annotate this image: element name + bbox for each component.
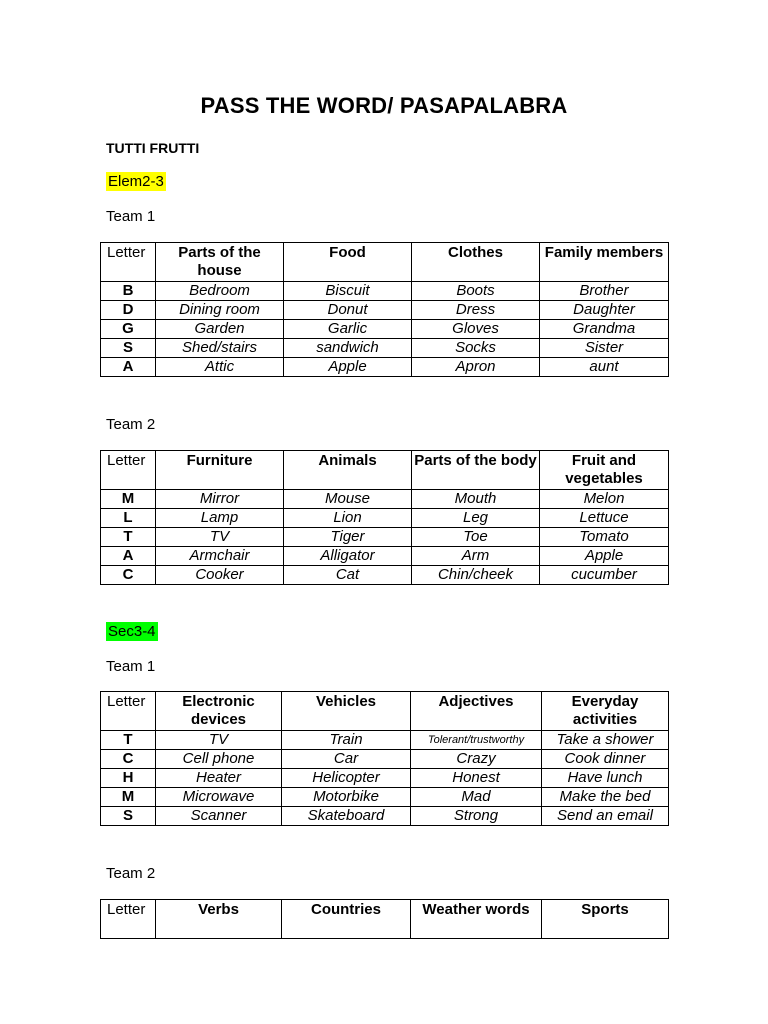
word-cell: Biscuit [284,282,412,301]
word-cell: Daughter [540,301,669,320]
word-cell: Helicopter [282,769,411,788]
word-cell: Make the bed [542,788,669,807]
category-header: Parts of the house [156,243,284,282]
category-header: Furniture [156,451,284,490]
table-row [101,547,669,566]
word-cell: Sister [540,339,669,358]
table-row [101,301,669,320]
word-cell: Lamp [156,509,284,528]
word-cell: Apple [284,358,412,377]
table-row [101,731,669,750]
word-cell: Have lunch [542,769,669,788]
table-row [101,509,669,528]
letter-cell: A [101,547,156,566]
word-cell: Attic [156,358,284,377]
word-table [100,242,669,377]
level-label-elem: Elem2-3 [108,173,164,190]
category-header: Family members [540,243,669,282]
table-row [101,566,669,585]
team-label: Team 1 [106,208,156,225]
table-row [101,769,669,788]
word-cell: Donut [284,301,412,320]
word-cell: Leg [412,509,540,528]
letter-header: Letter [101,692,156,731]
team-label: Team 2 [106,865,156,882]
page-title: PASS THE WORD/ PASAPALABRA [200,93,568,118]
letter-cell: B [101,282,156,301]
team-label: Team 1 [106,658,156,675]
letter-cell: S [101,807,156,826]
word-cell: Send an email [542,807,669,826]
word-cell: Mirror [156,490,284,509]
category-header: Sports [542,900,669,939]
word-cell: Dress [412,301,540,320]
word-cell: Lettuce [540,509,669,528]
word-cell: Chin/cheek [412,566,540,585]
category-header: Everyday activities [542,692,669,731]
word-cell: Apple [540,547,669,566]
team-label: Team 2 [106,416,156,433]
word-cell: Apron [412,358,540,377]
letter-cell: T [101,528,156,547]
category-header: Countries [282,900,411,939]
letter-cell: M [101,490,156,509]
word-cell: Grandma [540,320,669,339]
word-cell: Gloves [412,320,540,339]
word-cell: Honest [411,769,542,788]
category-header: Vehicles [282,692,411,731]
word-cell: aunt [540,358,669,377]
category-header: Food [284,243,412,282]
category-header: Clothes [412,243,540,282]
word-table [100,691,669,826]
category-header: Electronic devices [156,692,282,731]
category-header: Parts of the body [412,451,540,490]
table-row [101,490,669,509]
word-cell: Melon [540,490,669,509]
word-cell: Armchair [156,547,284,566]
word-cell: Arm [412,547,540,566]
table-row [101,320,669,339]
word-cell: Shed/stairs [156,339,284,358]
letter-cell: G [101,320,156,339]
letter-cell: M [101,788,156,807]
word-cell: Train [282,731,411,750]
word-cell: TV [156,731,282,750]
word-cell: Tomato [540,528,669,547]
table-row [101,339,669,358]
category-header: Weather words [411,900,542,939]
word-cell: Garlic [284,320,412,339]
word-cell: Toe [412,528,540,547]
word-cell: Socks [412,339,540,358]
table-header-row [101,243,669,282]
letter-cell: A [101,358,156,377]
category-header: Animals [284,451,412,490]
letter-header: Letter [101,451,156,490]
word-cell: Strong [411,807,542,826]
word-cell: Garden [156,320,284,339]
table-row [101,528,669,547]
table-row [101,358,669,377]
word-cell: Brother [540,282,669,301]
word-cell: Microwave [156,788,282,807]
letter-cell: T [101,731,156,750]
category-header: Verbs [156,900,282,939]
word-cell: TV [156,528,284,547]
word-cell: Scanner [156,807,282,826]
word-cell: Cell phone [156,750,282,769]
table-row [101,750,669,769]
word-cell: Crazy [411,750,542,769]
table-row [101,807,669,826]
word-cell: Boots [412,282,540,301]
letter-cell: S [101,339,156,358]
word-cell: Motorbike [282,788,411,807]
word-cell: Tolerant/trustworthy [411,731,542,750]
word-cell: cucumber [540,566,669,585]
table-header-row [101,451,669,490]
word-cell: Skateboard [282,807,411,826]
word-cell: Take a shower [542,731,669,750]
word-table [100,899,669,939]
word-cell: Heater [156,769,282,788]
word-cell: Lion [284,509,412,528]
letter-cell: H [101,769,156,788]
letter-cell: D [101,301,156,320]
word-cell: Tiger [284,528,412,547]
page-subtitle: TUTTI FRUTTI [106,140,200,156]
word-cell: Cooker [156,566,284,585]
word-cell: sandwich [284,339,412,358]
letter-cell: L [101,509,156,528]
letter-header: Letter [101,900,156,939]
table-row [101,788,669,807]
table-header-row [101,900,669,939]
table-header-row [101,692,669,731]
word-cell: Cook dinner [542,750,669,769]
category-header: Adjectives [411,692,542,731]
letter-header: Letter [101,243,156,282]
word-cell: Car [282,750,411,769]
word-cell: Cat [284,566,412,585]
level-label-sec: Sec3-4 [108,623,156,640]
word-cell: Dining room [156,301,284,320]
word-table [100,450,669,585]
word-cell: Alligator [284,547,412,566]
letter-cell: C [101,750,156,769]
word-cell: Bedroom [156,282,284,301]
word-cell: Mad [411,788,542,807]
category-header: Fruit and vegetables [540,451,669,490]
letter-cell: C [101,566,156,585]
table-row [101,282,669,301]
word-cell: Mouse [284,490,412,509]
word-cell: Mouth [412,490,540,509]
